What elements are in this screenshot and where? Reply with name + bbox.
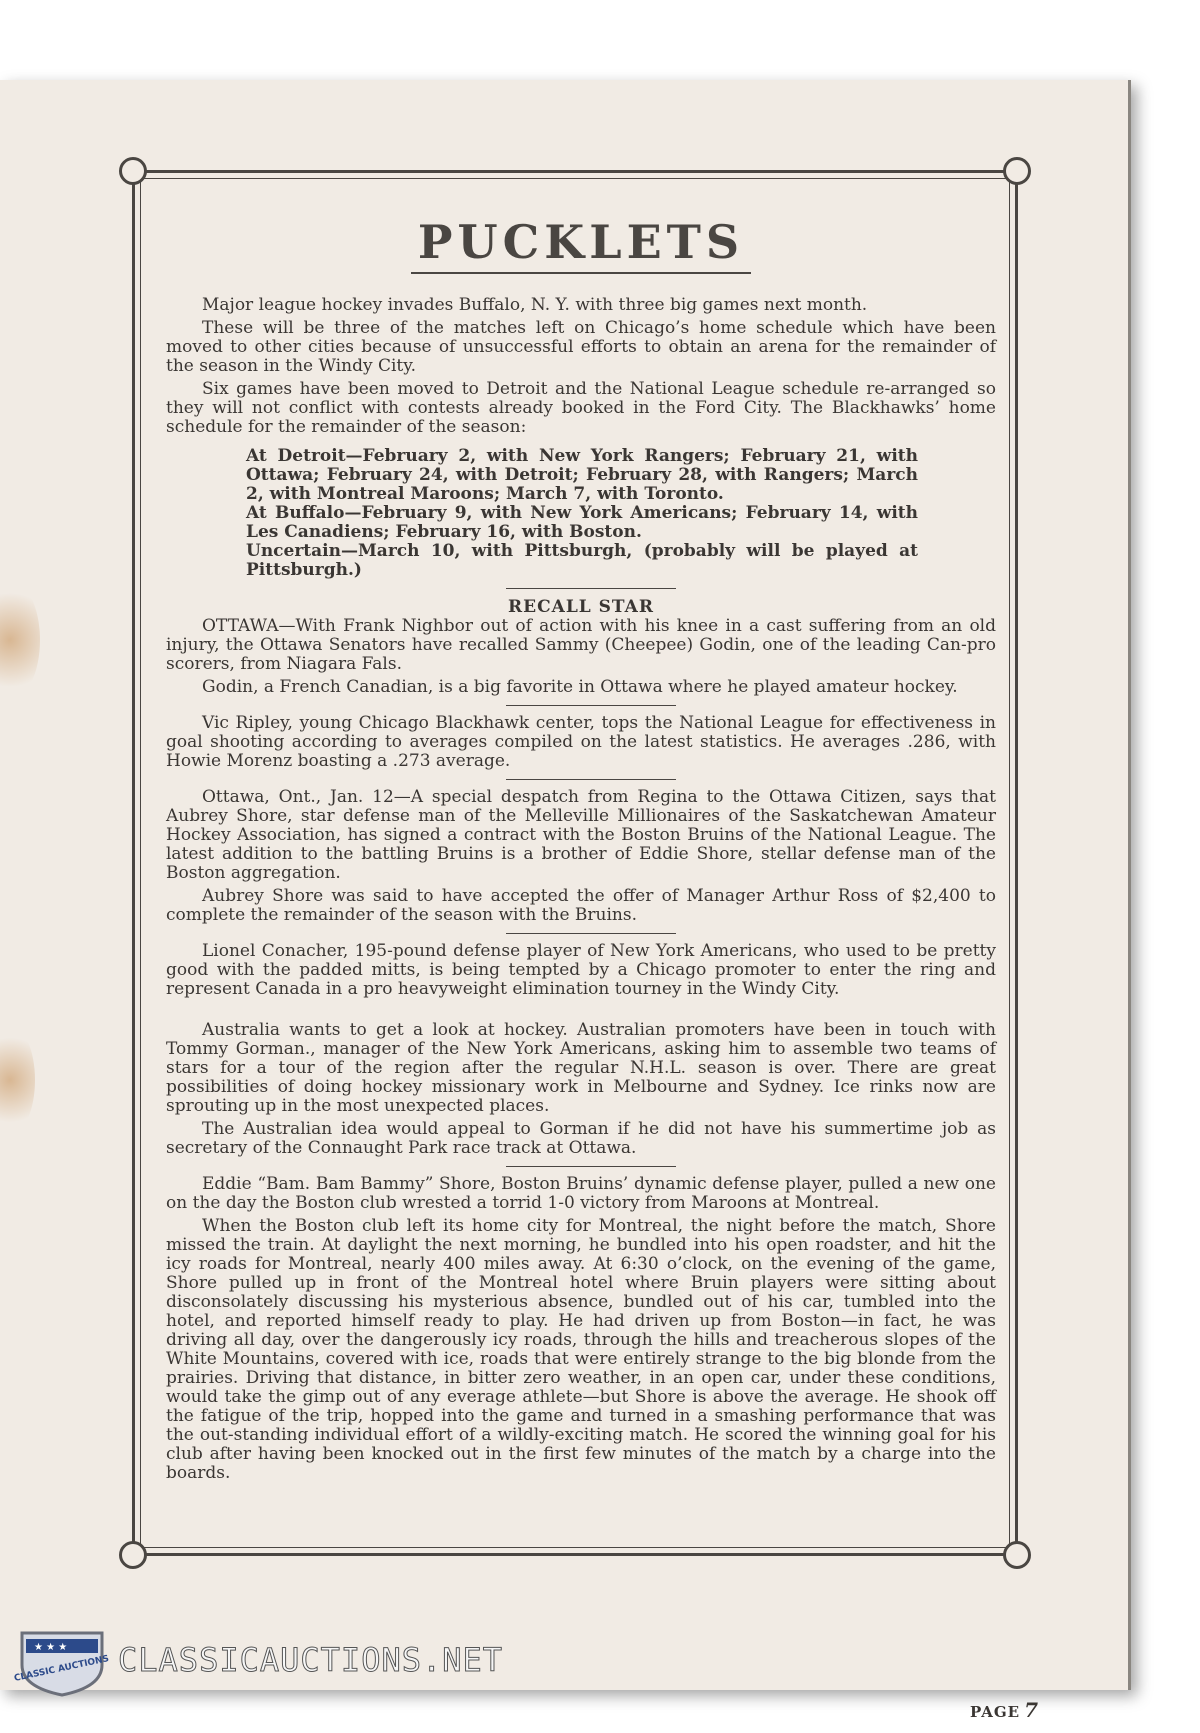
conacher-paragraph: Lionel Conacher, 195-pound defense player of New York Americans, who used to be pretty good with the padded mitts, is being tempted by a Chicago promoter to enter the ring and represent Canada in a pro heavyweight elimination tourney in the Windy City. — [166, 941, 996, 999]
svg-text:★ ★ ★: ★ ★ ★ — [34, 1642, 68, 1653]
section-divider — [506, 779, 676, 780]
paper-stain — [0, 580, 40, 700]
page-title: PUCKLETS — [166, 216, 996, 274]
watermark-site-name: CLASSICAUCTIONS.NET — [118, 1641, 504, 1679]
border-corner-ornament — [1003, 157, 1031, 185]
ripley-paragraph: Vic Ripley, young Chicago Blackhawk center, tops the National League for effectiveness in goal shooting according to averages compiled on the latest statistics. He averages .286, with Howie Morenz boasting a .273 average. — [166, 713, 996, 771]
border-corner-ornament — [1003, 1541, 1031, 1569]
section-divider — [506, 588, 676, 589]
page-label: PAGE — [970, 1703, 1021, 1721]
schedule-item: Uncertain—March 10, with Pittsburgh, (probably will be played at Pittsburgh.) — [246, 541, 918, 580]
section-divider — [506, 933, 676, 934]
australia-paragraph: Australia wants to get a look at hockey. Australian promoters have been in touch with Tommy Gorman., manager of the New York Americans, asking him to assemble two teams of stars for a tour of the region after the regular N.H.L. season is over. There are great possibilities of doing hockey missionary work in Melbourne and Sydney. Ice rinks now are sprouting up in the most unexpected places. — [166, 1020, 996, 1116]
intro-paragraph: Six games have been moved to Detroit and the National League schedule re-arranged so they will not conflict with contests already booked in the Ford City. The Blackhawks’ home schedule for the remainder of the season: — [166, 379, 996, 437]
shore-paragraph: Ottawa, Ont., Jan. 12—A special despatch from Regina to the Ottawa Citizen, says that Aubrey Shore, star defense man of the Melleville Millionaires of the Saskatchewan Amateur Hockey Association, has signed a contract with the Boston Bruins of the National League. The latest addition to the battling Bruins is a brother of Eddie Shore, stellar defense man of the Boston aggregation. — [166, 787, 996, 883]
shore-paragraph: Aubrey Shore was said to have accepted the offer of Manager Arthur Ross of $2,400 to complete the remainder of the season with the Bruins. — [166, 886, 996, 925]
section-divider — [506, 1166, 676, 1167]
classic-auctions-logo-icon — [12, 1625, 112, 1697]
intro-paragraph: Major league hockey invades Buffalo, N. Y. with three big games next month. — [202, 295, 868, 315]
section-divider — [506, 705, 676, 706]
page-number-value: 7 — [1024, 1698, 1039, 1722]
article-body — [166, 216, 996, 1487]
border-corner-ornament — [119, 157, 147, 185]
paper-stain — [0, 1025, 35, 1135]
eddie-shore-paragraph: Eddie “Bam. Bam Bammy” Shore, Boston Bruins’ dynamic defense player, pulled a new one on the day the Boston club wrested a torrid 1-0 victory from Maroons at Montreal. — [166, 1174, 996, 1213]
recall-paragraph: OTTAWA—With Frank Nighbor out of action with his knee in a cast suffering from an old injury, the Ottawa Senators have recalled Sammy (Cheepee) Godin, one of the leading Can-pro scorers, from Niagara Fals. — [166, 616, 996, 674]
intro-paragraph: These will be three of the matches left on Chicago’s home schedule which have been moved to other cities because of unsuccessful efforts to obtain an arena for the remainder of the season in the Windy City. — [166, 318, 996, 376]
page-number — [970, 1698, 1039, 1722]
border-corner-ornament — [119, 1541, 147, 1569]
schedule-item: At Detroit—February 2, with New York Rangers; February 21, with Ottawa; February 24, with Detroit; February 28, with Rangers; March 2, with Montreal Maroons; March 7, with Toronto. — [246, 446, 918, 504]
schedule-list — [246, 447, 918, 580]
magazine-page — [0, 80, 1131, 1722]
schedule-item: At Buffalo—February 9, with New York Americans; February 14, with Les Canadiens; February 16, with Boston. — [246, 503, 918, 542]
eddie-shore-paragraph: When the Boston club left its home city for Montreal, the night before the match, Shore missed the train. At daylight the next morning, he bundled into his open roadster, and hit the icy roads for Montreal, nearly 400 miles away. At 6:30 o’clock, on the evening of the game, Shore pulled up in front of the Montreal hotel where Bruin players were sitting about disconsolately discussing his mysterious absence, bundled out of his car, tumbled into the hotel, and reported himself ready to play. He had driven up from Boston—in fact, he was driving all day, over the dangerously icy roads, through the hills and treacherous slopes of the White Mountains, covered with ice, roads that were entirely strange to the big blonde from the prairies. Driving that distance, in bitter zero weather, in an open car, under these conditions, would take the gimp out of any everage athlete—but Shore is above the average. He shook off the fatigue of the trip, hopped into the game and turned in a smashing performance that was the out-standing individual effort of a wildly-exciting match. He scored the winning goal for his club after having been knocked out in the first few minutes of the match by a charge into the boards. — [166, 1216, 996, 1483]
section-heading-recall-star: RECALL STAR — [508, 597, 654, 617]
watermark — [12, 1625, 572, 1695]
australia-paragraph: The Australian idea would appeal to Gorman if he did not have his summertime job as secretary of the Connaught Park race track at Ottawa. — [166, 1119, 996, 1158]
logo-lettering: CLASSIC AUCTIONS — [13, 1654, 110, 1684]
recall-paragraph: Godin, a French Canadian, is a big favorite in Ottawa where he played amateur hockey. — [202, 677, 958, 697]
